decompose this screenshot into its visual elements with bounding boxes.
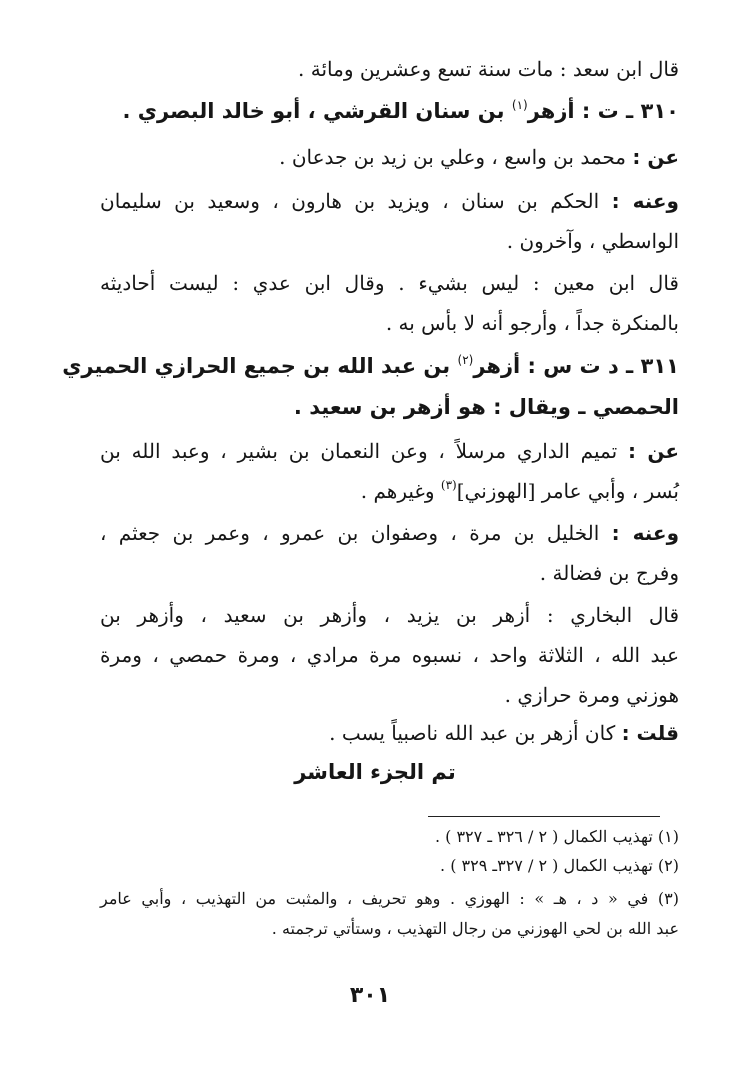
entry-310-ibn-maeen-line-1 xyxy=(100,268,679,300)
label-an: عن : xyxy=(627,439,680,463)
footnote-ref-2: (٢) xyxy=(457,353,474,367)
entry-311-narrated-from-line-1 xyxy=(100,436,679,468)
label-wanhu: وعنه : xyxy=(611,189,679,213)
footnote-divider xyxy=(428,816,660,817)
text: (٣) في « د ، هـ » : الهوزي . وهو تحريف ، والمثبت من التهذيب ، وأبي عامر xyxy=(100,889,679,908)
footnote-2 xyxy=(100,854,679,880)
label-an: عن : xyxy=(632,145,679,169)
text: (٢) تهذيب الكمال ( ٢ / ٣٢٧ـ ٣٢٩ ) . xyxy=(440,856,679,875)
text: الخليل بن مرة ، وصفوان بن عمرو ، وعمر بن جعثم ، xyxy=(100,521,612,545)
entry-310-narrators-line-1 xyxy=(100,186,679,218)
entry-311-heading-line-1 xyxy=(62,351,679,383)
entry-311-heading-line-2 xyxy=(100,392,679,424)
entry-310-narrators-line-2 xyxy=(100,226,679,258)
entry-311-author-note xyxy=(100,718,679,750)
text: بُسر ، وأبي عامر [الهوزني] xyxy=(456,479,679,503)
text: وفرج بن فضالة . xyxy=(539,561,679,585)
text: الواسطي ، وآخرون . xyxy=(506,229,679,253)
entry-311-bukhari-line-2 xyxy=(100,640,679,672)
text: محمد بن واسع ، وعلي بن زيد بن جدعان . xyxy=(279,145,633,169)
entry-310-name: بن سنان القرشي ، أبو خالد البصري . xyxy=(122,99,512,123)
text: عبد الله ، الثلاثة واحد ، نسبوه مرة مرادي ، ومرة حمصي ، ومرة xyxy=(100,643,679,667)
text: عبد الله بن لحي الهوزني من رجال التهذيب ، وستأتي ترجمته . xyxy=(271,919,679,938)
text: الحكم بن سنان ، ويزيد بن هارون ، وسعيد بن سليمان xyxy=(100,189,612,213)
entry-311-name: بن عبد الله بن جميع الحرازي الحميري xyxy=(62,354,458,378)
text: (١) تهذيب الكمال ( ٢ / ٣٢٦ ـ ٣٢٧ ) . xyxy=(434,827,679,846)
entry-311-bukhari-line-3 xyxy=(100,680,679,712)
text: قال ابن معين : ليس بشيء . وقال ابن عدي : ليست أحاديثه xyxy=(100,271,679,295)
page-number: ٣٠١ xyxy=(349,983,391,1008)
footnote-ref-1: (١) xyxy=(511,98,528,112)
label-qultu: قلت : xyxy=(621,721,679,745)
entry-310-heading xyxy=(100,96,679,128)
text: بالمنكرة جداً ، وأرجو أنه لا بأس به . xyxy=(385,311,679,335)
text: قال ابن سعد : مات سنة تسع وعشرين ومائة . xyxy=(298,57,679,81)
footnote-3-line-1 xyxy=(100,887,679,913)
entry-311-narrators-line-2 xyxy=(100,558,679,590)
footnote-3-line-2 xyxy=(100,917,679,943)
footnote-1 xyxy=(100,825,679,851)
text: الحمصي ـ ويقال : هو أزهر بن سعيد . xyxy=(293,395,679,419)
entry-310-number: ٣١٠ ـ ت : أزهر xyxy=(527,99,679,123)
volume-end-title: تم الجزء العاشر xyxy=(294,760,456,784)
ibn-saad-death-line xyxy=(100,54,679,86)
text: هوزني ومرة حرازي . xyxy=(504,683,679,707)
entry-310-ibn-maeen-line-2 xyxy=(100,308,679,340)
footnote-ref-3: (٣) xyxy=(440,478,457,492)
label-wanhu: وعنه : xyxy=(611,521,680,545)
entry-311-number: ٣١١ ـ د ت س : أزهر xyxy=(473,354,679,378)
entry-310-narrated-from xyxy=(100,142,679,174)
entry-311-bukhari-line-1 xyxy=(100,600,679,632)
text: تميم الداري مرسلاً ، وعن النعمان بن بشير ، وعبد الله بن xyxy=(100,439,628,463)
text: كان أزهر بن عبد الله ناصبياً يسب . xyxy=(329,721,622,745)
entry-311-narrated-from-line-2 xyxy=(100,476,679,508)
text: وغيرهم . xyxy=(360,479,441,503)
text: قال البخاري : أزهر بن يزيد ، وأزهر بن سعيد ، وأزهر بن xyxy=(100,603,679,627)
entry-311-narrators-line-1 xyxy=(100,518,679,550)
